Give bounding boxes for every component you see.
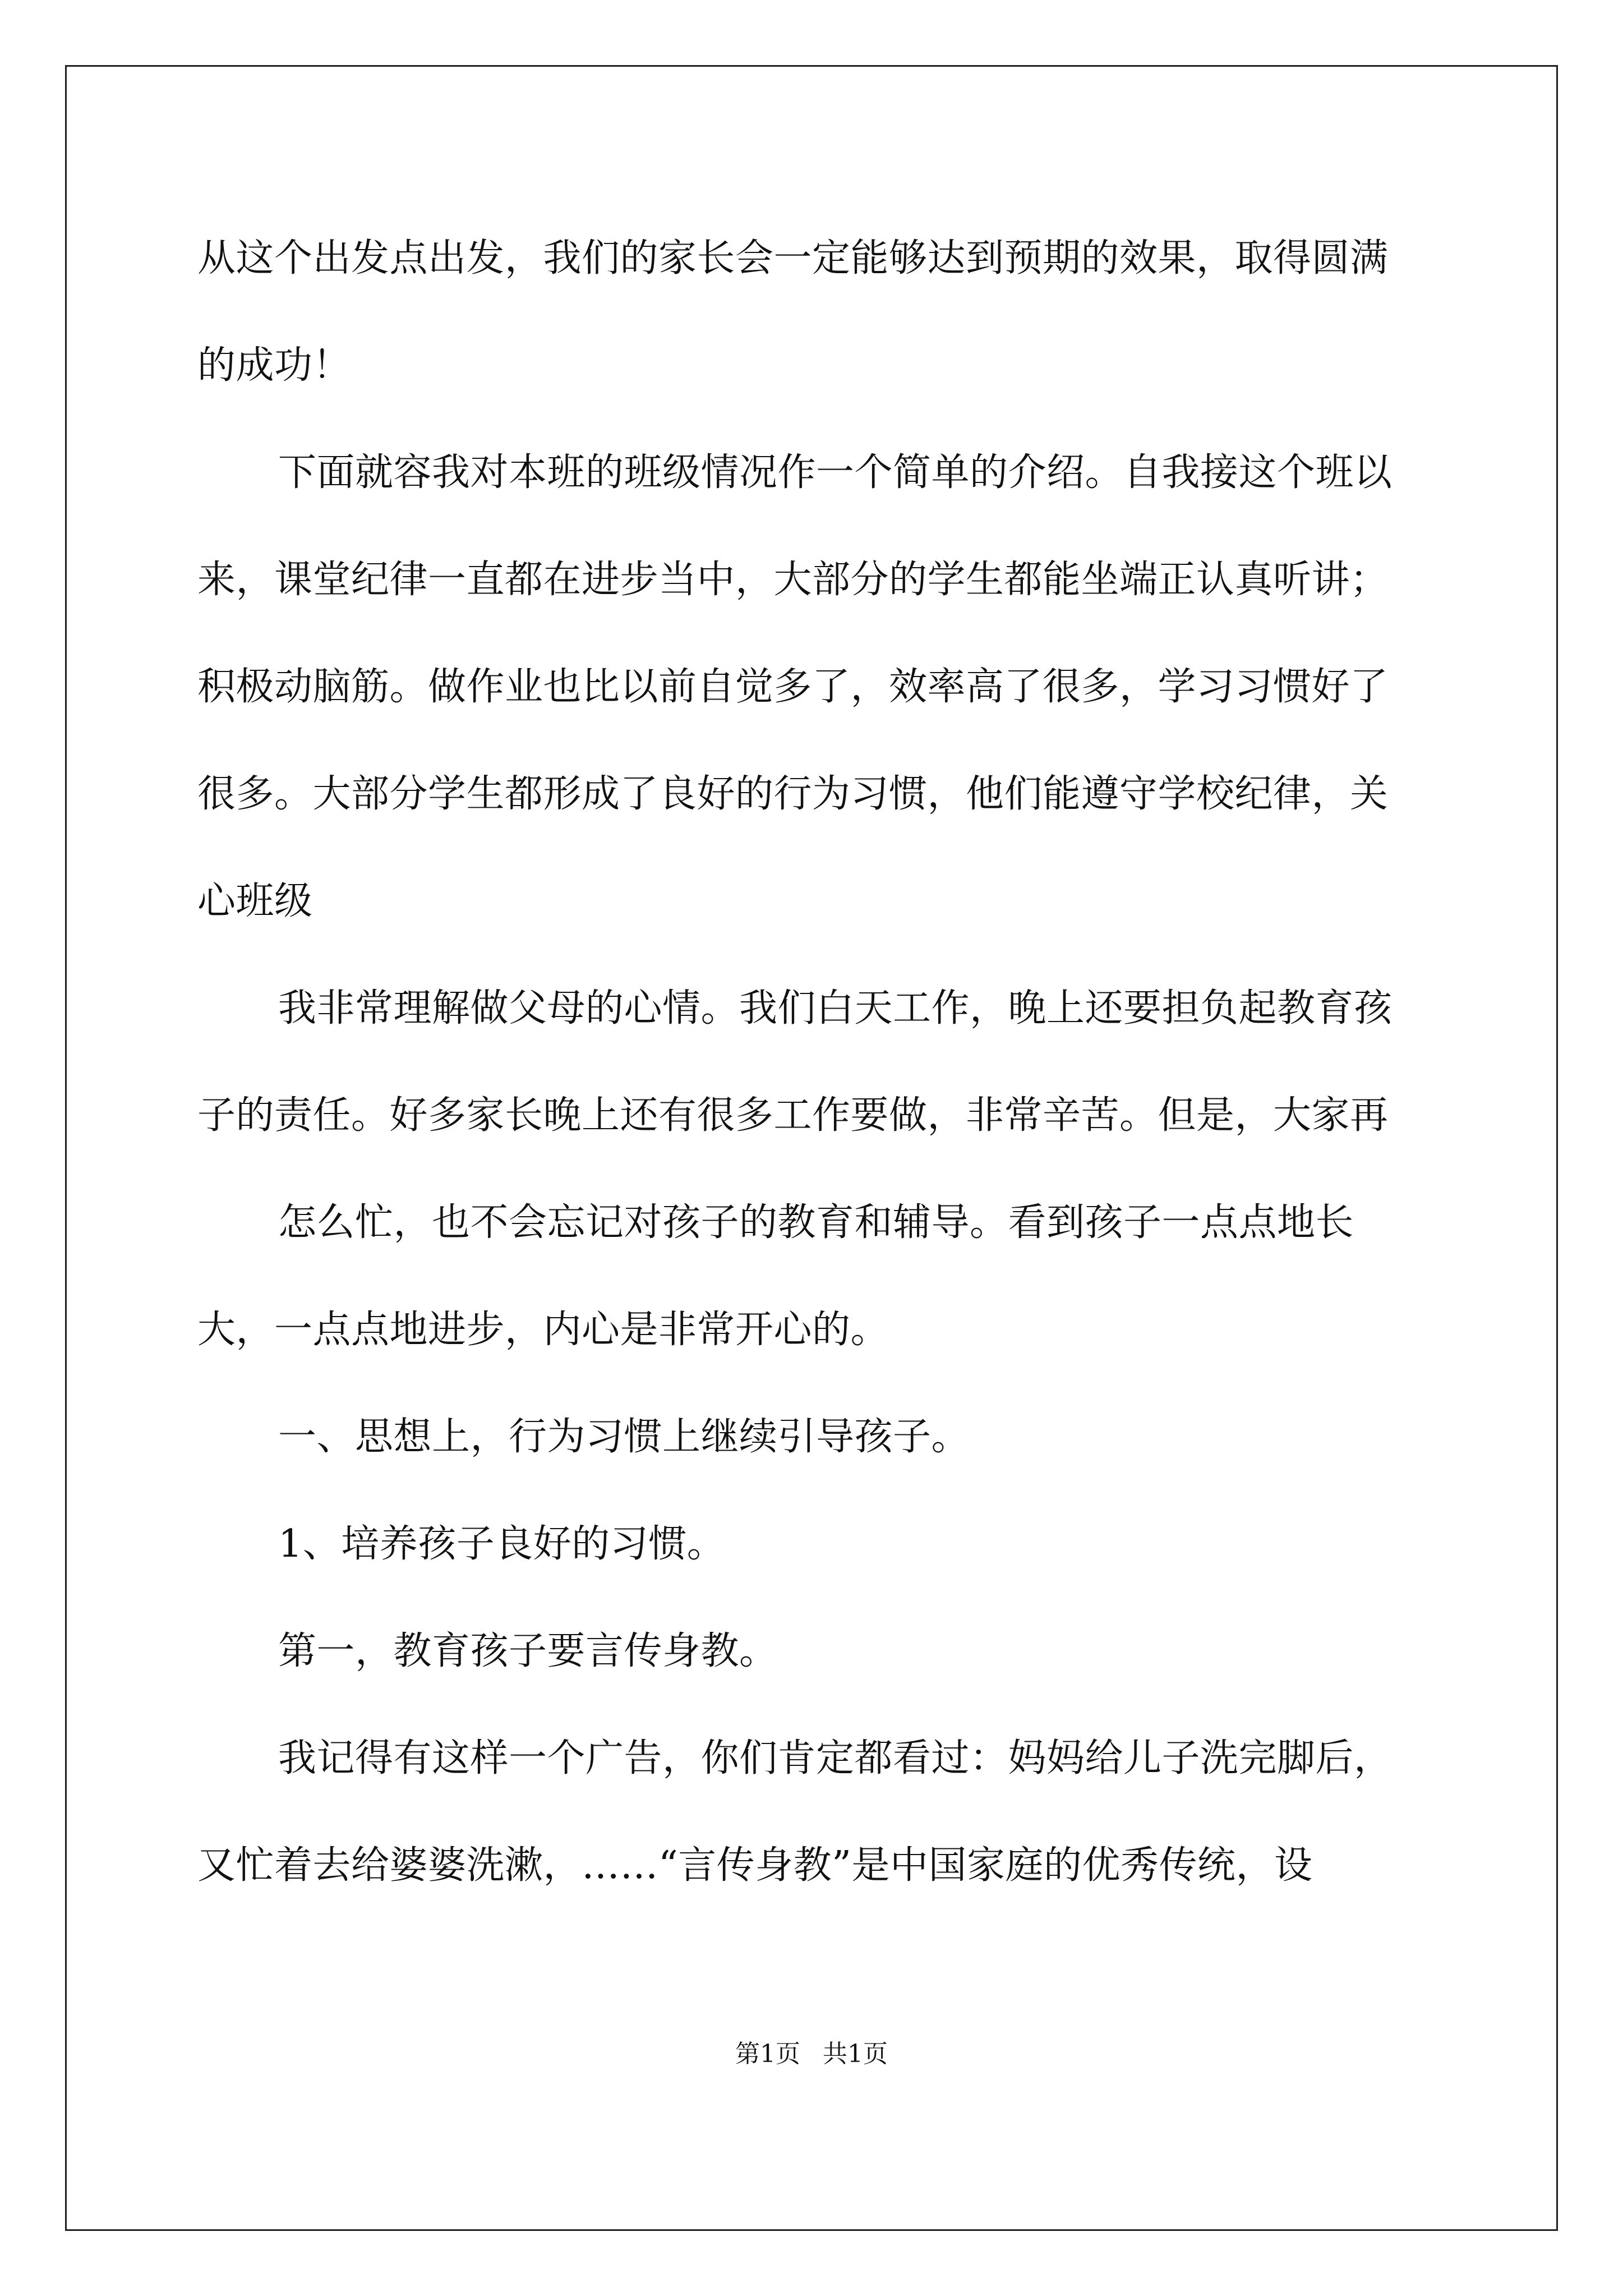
- document-body: [197, 205, 1426, 1919]
- page-number-current: 第1页: [735, 2040, 800, 2068]
- paragraph-1: 从这个出发点出发，我们的家长会一定能够达到预期的效果，取得圆满的成功！: [197, 236, 1389, 388]
- paragraph-6: 1、培养孩子良好的习惯。: [278, 1522, 726, 1566]
- paragraph-5: 一、思想上，行为习惯上继续引导孩子。: [278, 1415, 970, 1459]
- paragraph-7: 第一，教育孩子要言传身教。: [278, 1629, 778, 1673]
- page-number-total: 共1页: [823, 2040, 888, 2068]
- page-footer: [0, 2037, 1623, 2071]
- paragraph-2: 下面就容我对本班的班级情况作一个简单的介绍。自我接这个班以来，课堂纪律一直都在进步当中，大部分的学生都能坐端正认真听讲；积极动脑筋。做作业也比以前自觉多了，效率高了很多，学习习惯好了很多。大部分学生都形成了良好的行为习惯，他们能遵守学校纪律，关心班级: [197, 450, 1393, 923]
- paragraph-3: 我非常理解做父母的心情。我们白天工作，晚上还要担负起教育孩子的责任。好多家长晚上还有很多工作要做，非常辛苦。但是，大家再: [197, 986, 1393, 1138]
- paragraph-8: 我记得有这样一个广告，你们肯定都看过：妈妈给儿子洗完脚后，又忙着去给婆婆洗漱，……“言传身教”是中国家庭的优秀传统，设: [197, 1736, 1393, 1888]
- paragraph-4: 怎么忙，也不会忘记对孩子的教育和辅导。看到孩子一点点地长大，一点点地进步，内心是非常开心的。: [197, 1200, 1354, 1352]
